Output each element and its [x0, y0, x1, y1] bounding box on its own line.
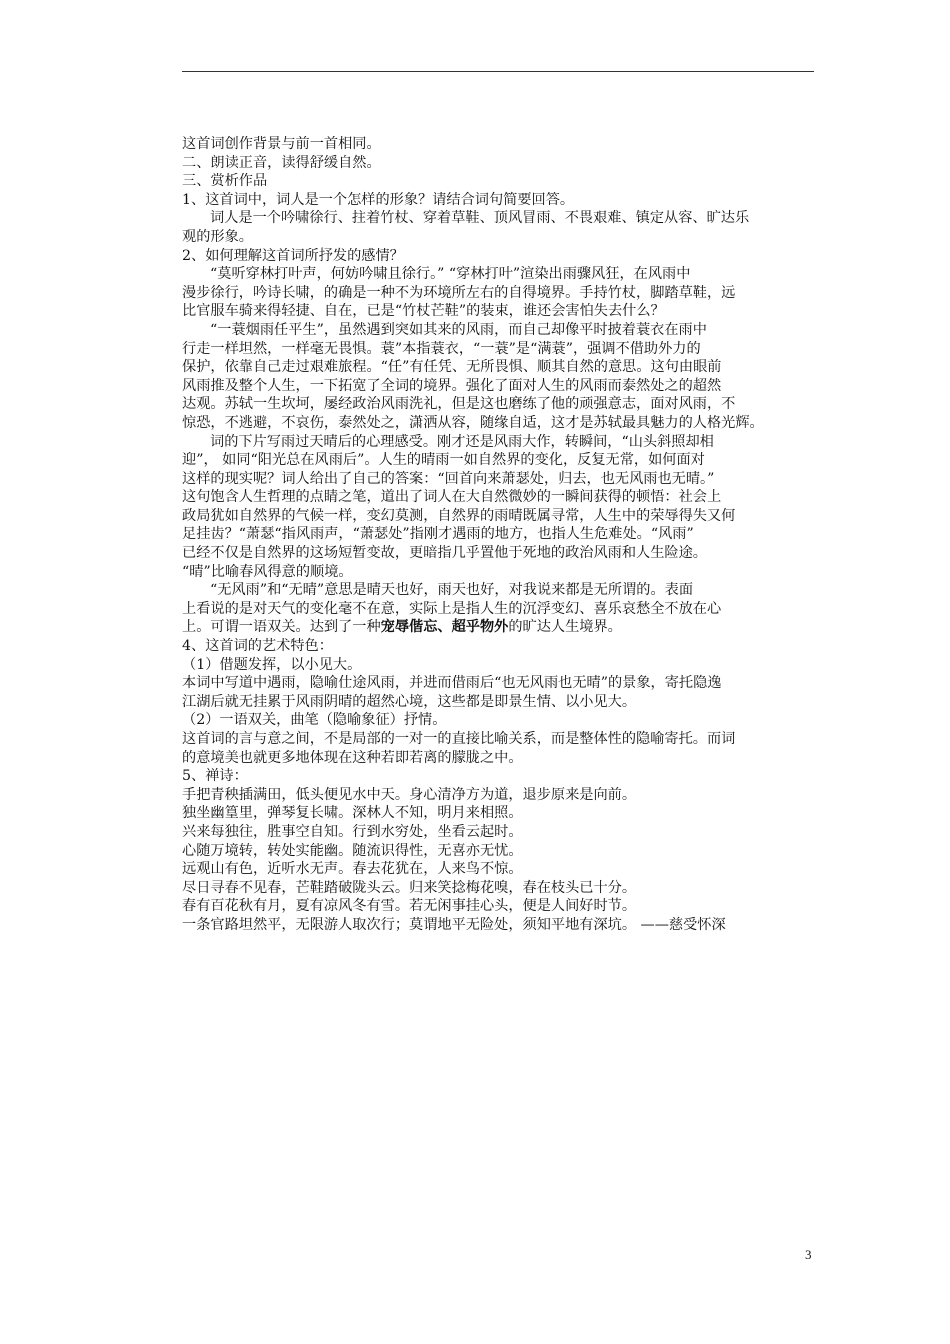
- page-number: 3: [805, 1247, 812, 1262]
- text-line: 本词中写道中遇雨，隐喻仕途风雨，并进而借雨后“也无风雨也无晴”的景象，寄托隐逸: [182, 675, 722, 692]
- text-line: 江湖后就无挂累于风雨阴晴的超然心境，这些都是即景生情、以小见大。: [182, 693, 637, 710]
- text-line: “无风雨”和“无晴”意思是晴天也好，雨天也好，对我说来都是无所谓的。表面: [210, 582, 694, 599]
- document-body: [182, 135, 814, 935]
- text-line: 词的下片写雨过天晴后的心理感受。刚才还是风雨大作，转瞬间，“山头斜照却相: [210, 433, 714, 450]
- text-line: （1）借题发挥，以小见大。: [182, 656, 362, 673]
- text-line: 手把青秧插满田，低头便见水中天。身心清净方为道，退步原来是向前。: [182, 786, 637, 803]
- text-line: 迎”， 如同“阳光总在风雨后”。人生的晴雨一如自然界的变化，反复无常，如何面对: [182, 452, 705, 469]
- text-line: 足挂齿？“萧瑟“指风雨声，“萧瑟处”指刚才遇雨的地方，也指人生危难处。“风雨”: [182, 526, 694, 543]
- text-line: 政局犹如自然界的气候一样，变幻莫测，自然界的雨晴既属寻常，人生中的荣辱得失又何: [182, 507, 736, 524]
- text-line: 心随万境转，转处实能幽。随流识得性，无喜亦无忧。: [182, 842, 523, 859]
- text-line: 这样的现实呢？词人给出了自己的答案：“回首向来萧瑟处，归去，也无风雨也无晴。”: [182, 470, 715, 487]
- text-line-emphasis: [182, 618, 814, 637]
- text-line: “莫听穿林打叶声，何妨吟啸且徐行。” “穿林打叶”渲染出雨骤风狂，在风雨中: [210, 266, 691, 283]
- text-line: 尽日寻春不见春，芒鞋踏破陇头云。归来笑捻梅花嗅，春在枝头已十分。: [182, 879, 637, 896]
- text-line: “一蓑烟雨任平生”，虽然遇到突如其来的风雨，而自己却像平时披着蓑衣在雨中: [210, 321, 707, 338]
- text-span: 上。可谓一语双关。达到了一种: [182, 619, 381, 636]
- text-line: 观的形象。: [182, 228, 253, 245]
- text-line: 4、这首词的艺术特色：: [182, 638, 333, 655]
- header-rule: [182, 71, 814, 72]
- text-line: 独坐幽篁里，弹琴复长啸。深林人不知，明月来相照。: [182, 805, 523, 822]
- text-line: 保护，依靠自己走过艰难旅程。“任”有任凭、无所畏惧、顺其自然的意思。这句由眼前: [182, 359, 722, 376]
- text-line: 漫步徐行，吟诗长啸，的确是一种不为环境所左右的自得境界。手持竹杖，脚踏草鞋，远: [182, 284, 736, 301]
- text-line: 这首词创作背景与前一首相同。: [182, 136, 381, 152]
- paragraph-block: [182, 135, 814, 618]
- paragraph-block: [182, 637, 814, 935]
- text-line: 上看说的是对天气的变化毫不在意，实际上是指人生的沉浮变幻、喜乐哀愁全不放在心: [182, 600, 722, 617]
- text-line: 春有百花秋有月，夏有凉风冬有雪。若无闲事挂心头，便是人间好时节。: [182, 898, 637, 915]
- text-span: 的旷达人生境界。: [508, 619, 622, 636]
- text-line: 一条官路坦然平，无限游人取次行；莫谓地平无险处，须知平地有深坑。 ——慈受怀深: [182, 916, 726, 933]
- text-line: 1、这首词中，词人是一个怎样的形象？请结合词句简要回答。: [182, 191, 575, 208]
- text-line: 已经不仅是自然界的这场短暂变故，更暗指几乎置他于死地的政治风雨和人生险途。: [182, 545, 707, 562]
- text-line: 远观山有色，近听水无声。春去花犹在，人来鸟不惊。: [182, 861, 523, 878]
- text-line: 行走一样坦然，一样毫无畏惧。蓑”本指蓑衣，“一蓑”是“满蓑”，强调不借助外力的: [182, 340, 701, 357]
- bold-phrase: 宠辱偕忘、超乎物外: [380, 619, 509, 636]
- text-line: 惊恐，不逃避，不哀伤，泰然处之，潇洒从容，随缘自适，这才是苏轼最具魅力的人格光辉。: [182, 414, 764, 431]
- text-line: 2、如何理解这首词所抒发的感情？: [182, 247, 404, 264]
- text-line: 风雨推及整个人生，一下拓宽了全词的境界。强化了面对人生的风雨而泰然处之的超然: [182, 377, 722, 394]
- text-line: 这首词的言与意之间，不是局部的一对一的直接比喻关系，而是整体性的隐喻寄托。而词: [182, 731, 736, 747]
- text-line: （2）一语双关，曲笔（隐喻象征）抒情。: [182, 712, 447, 729]
- text-line: 达观。苏轼一生坎坷，屡经政治风雨洗礼，但是这也磨练了他的顽强意志，面对风雨，不: [182, 396, 736, 413]
- text-line: 二、朗读正音，读得舒缓自然。: [182, 154, 381, 171]
- text-line: 这句饱含人生哲理的点睛之笔，道出了词人在大自然微妙的一瞬间获得的顿悟：社会上: [182, 489, 722, 506]
- text-line: 词人是一个吟啸徐行、拄着竹杖、穿着草鞋、顶风冒雨、不畏艰难、镇定从容、旷达乐: [210, 210, 750, 227]
- text-line: “晴”比喻春风得意的顺境。: [182, 563, 353, 580]
- text-line: 比官服车骑来得轻捷、自在，已是“竹杖芒鞋”的装束，谁还会害怕失去什么？: [182, 303, 665, 320]
- text-line: 的意境美也就更多地体现在这种若即若离的朦胧之中。: [182, 749, 523, 766]
- text-line: 三、赏析作品: [182, 173, 268, 190]
- text-line: 兴来每独往，胜事空自知。行到水穷处，坐看云起时。: [182, 823, 523, 840]
- text-line: 5、禅诗：: [182, 768, 248, 785]
